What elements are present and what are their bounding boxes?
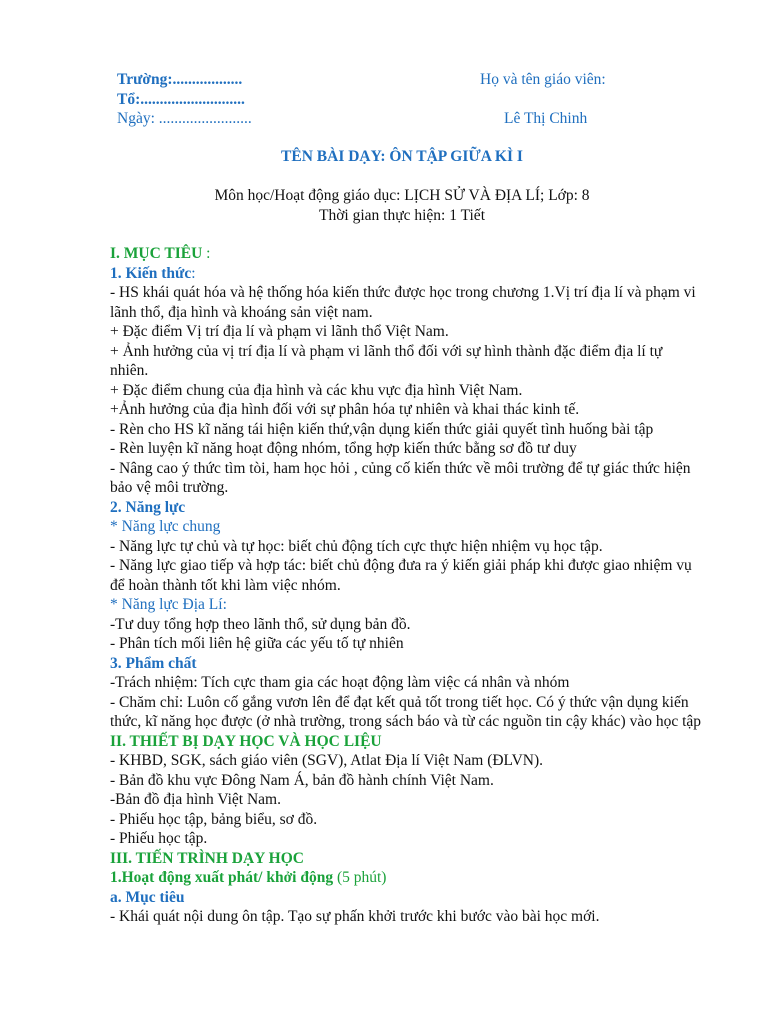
time-line: Thời gian thực hiện: 1 Tiết bbox=[319, 207, 485, 224]
quality-line: - Chăm chỉ: Luôn cố gắng vươn lên để đạt kết quả tốt trong tiết học. Có ý thức vận dụng kiến thức, kĩ năng học được (ở nhà trường, trong sách báo và từ các nguồn tin cậy khác) vào học tập bbox=[110, 693, 702, 730]
knowledge-line: + Đặc điểm chung của địa hình và các khu vực địa hình Việt Nam. bbox=[110, 381, 523, 399]
geography-competency-line: -Tư duy tổng hợp theo lãnh thổ, sử dụng bản đồ. bbox=[110, 615, 411, 633]
subject-line: Môn học/Hoạt động giáo dục: LỊCH SỬ VÀ ĐỊA LÍ; Lớp: 8 bbox=[214, 187, 590, 204]
section-2-heading: II. THIẾT BỊ DẠY HỌC VÀ HỌC LIỆU bbox=[110, 732, 382, 750]
objective-line: - Khái quát nội dung ôn tập. Tạo sự phấn khởi trước khi bước vào bài học mới. bbox=[110, 908, 600, 925]
document-body bbox=[110, 244, 702, 927]
geography-competency-line: - Phân tích mối liên hệ giữa các yếu tố tự nhiên bbox=[110, 635, 404, 652]
knowledge-line: +Ảnh hưởng của địa hình đối với sự phân hóa tự nhiên và khai thác kinh tế. bbox=[110, 401, 580, 418]
activity-1-time: (5 phút) bbox=[333, 869, 387, 886]
lesson-info bbox=[0, 186, 768, 226]
equipment-line: - Phiếu học tập. bbox=[110, 830, 208, 847]
competency-heading: 2. Năng lực bbox=[110, 498, 186, 516]
knowledge-title: 1. Kiến thức bbox=[110, 264, 192, 282]
general-competency-heading: * Năng lực chung bbox=[110, 518, 221, 535]
section-1-colon: : bbox=[202, 245, 211, 262]
knowledge-line: - Rèn cho HS kĩ năng tái hiện kiến thứ,vận dụng kiến thức giải quyết tình huống bài tập bbox=[110, 420, 654, 438]
knowledge-heading bbox=[110, 264, 702, 284]
objective-heading: a. Mục tiêu bbox=[110, 888, 185, 906]
knowledge-line: - Nâng cao ý thức tìm tòi, ham học hỏi , củng cố kiến thức về môi trường để tự giác thức hiện bảo vệ môi trường. bbox=[110, 459, 691, 496]
knowledge-line: - HS khái quát hóa và hệ thống hóa kiến thức được học trong chương 1.Vị trí địa lí và phạm vi lãnh thổ, địa hình và khoáng sản việt nam. bbox=[110, 284, 696, 321]
school-field: Trường:.................. bbox=[117, 71, 243, 88]
activity-1-heading bbox=[110, 868, 702, 888]
section-3-heading: III. TIẾN TRÌNH DẠY HỌC bbox=[110, 849, 304, 867]
section-1-title: I. MỤC TIÊU bbox=[110, 245, 203, 262]
lesson-title: TÊN BÀI DẠY: ÔN TẬP GIỮA KÌ I bbox=[281, 148, 523, 165]
quality-line: -Trách nhiệm: Tích cực tham gia các hoạt động làm việc cá nhân và nhóm bbox=[110, 674, 570, 691]
equipment-line: -Bản đồ địa hình Việt Nam. bbox=[110, 791, 281, 808]
equipment-line: - KHBD, SGK, sách giáo viên (SGV), Atlat Địa lí Việt Nam (ĐLVN). bbox=[110, 752, 544, 769]
teacher-label: Họ và tên giáo viên: bbox=[480, 71, 606, 88]
knowledge-line: - Rèn luyện kĩ năng hoạt động nhóm, tổng hợp kiến thức bằng sơ đồ tư duy bbox=[110, 440, 577, 457]
general-competency-line: - Năng lực giao tiếp và hợp tác: biết chủ động đưa ra ý kiến giải pháp khi được giao nhiệm vụ để hoàn thành tốt khi làm việc nhóm. bbox=[110, 557, 692, 594]
quality-heading: 3. Phẩm chất bbox=[110, 654, 197, 672]
activity-1-title: 1.Hoạt động xuất phát/ khởi động bbox=[110, 869, 334, 886]
section-1-heading bbox=[110, 244, 702, 264]
knowledge-line: + Đặc điểm Vị trí địa lí và phạm vi lãnh thổ Việt Nam. bbox=[110, 323, 449, 340]
teacher-name: Lê Thị Chinh bbox=[504, 110, 588, 127]
general-competency-line: - Năng lực tự chủ và tự học: biết chủ động tích cực thực hiện nhiệm vụ học tập. bbox=[110, 537, 603, 555]
equipment-line: - Phiếu học tập, bảng biểu, sơ đồ. bbox=[110, 810, 318, 828]
knowledge-colon: : bbox=[191, 264, 196, 282]
geography-competency-heading: * Năng lực Địa Lí: bbox=[110, 596, 227, 613]
department-field: Tổ:........................... bbox=[117, 91, 245, 108]
equipment-line: - Bản đồ khu vực Đông Nam Á, bản đồ hành chính Việt Nam. bbox=[110, 771, 494, 789]
knowledge-line: + Ảnh hưởng của vị trí địa lí và phạm vi lãnh thổ đối với sự hình thành đặc điểm địa lí tự nhiên. bbox=[110, 342, 663, 379]
date-field: Ngày: ........................ bbox=[117, 110, 252, 127]
